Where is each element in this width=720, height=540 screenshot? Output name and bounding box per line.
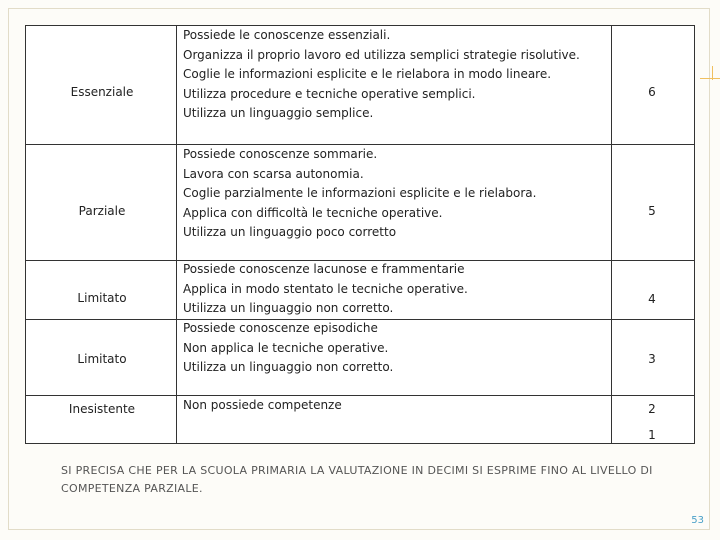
table-cell-level <box>25 144 177 261</box>
grade-value: 1 <box>648 428 656 442</box>
level-label: Essenziale <box>70 85 134 99</box>
grade-value: 6 <box>648 85 656 99</box>
descriptor: Utilizza un linguaggio poco corretto <box>183 225 397 239</box>
descriptor: Possiede conoscenze lacunose e frammentarie <box>183 262 465 276</box>
descriptor: Lavora con scarsa autonomia. <box>183 166 364 181</box>
descriptor: Coglie parzialmente le informazioni esplicite e le rielabora. <box>183 186 537 200</box>
footnote: SI PRECISA CHE PER LA SCUOLA PRIMARIA LA VALUTAZIONE IN DECIMI SI ESPRIME FINO AL LIVELLO DI COMPETENZA PARZIALE. <box>61 464 653 495</box>
descriptor: Non applica le tecniche operative. <box>183 340 389 355</box>
descriptor: Utilizza un linguaggio non corretto. <box>183 360 394 374</box>
descriptor-list <box>183 396 342 416</box>
level-label: Limitato <box>77 291 127 305</box>
level-label: Inesistente <box>68 402 136 416</box>
level-label: Limitato <box>77 352 127 366</box>
grade-value: 4 <box>648 292 656 306</box>
descriptor-list <box>183 260 468 319</box>
grade-value: 3 <box>648 352 656 366</box>
grade-value: 5 <box>648 204 656 218</box>
descriptor-list <box>183 26 580 124</box>
descriptor: Applica con difficoltà le tecniche operative. <box>183 205 443 220</box>
descriptor: Possiede conoscenze episodiche <box>183 321 378 335</box>
descriptor: Non possiede competenze <box>183 398 342 412</box>
descriptor-list <box>183 319 393 378</box>
descriptor: Coglie le informazioni esplicite e le rielabora in modo lineare. <box>183 67 552 81</box>
descriptor: Possiede le conoscenze essenziali. <box>183 28 391 42</box>
decorative-line <box>712 66 713 80</box>
level-label: Parziale <box>78 204 126 218</box>
descriptor: Organizza il proprio lavoro ed utilizza semplici strategie risolutive. <box>183 47 580 62</box>
descriptor: Utilizza un linguaggio semplice. <box>183 106 374 120</box>
page-number: 53 <box>691 515 704 526</box>
descriptor: Utilizza un linguaggio non corretto. <box>183 301 394 315</box>
grade-value: 2 <box>648 402 656 416</box>
descriptor: Utilizza procedure e tecniche operative semplici. <box>183 86 476 101</box>
table-cell-grade <box>611 260 695 320</box>
descriptor-list <box>183 145 536 243</box>
descriptor: Applica in modo stentato le tecniche operative. <box>183 281 468 296</box>
descriptor: Possiede conoscenze sommarie. <box>183 147 378 161</box>
table-cell-level <box>25 260 177 320</box>
table-cell-grade <box>611 144 695 261</box>
decorative-line <box>700 78 720 79</box>
